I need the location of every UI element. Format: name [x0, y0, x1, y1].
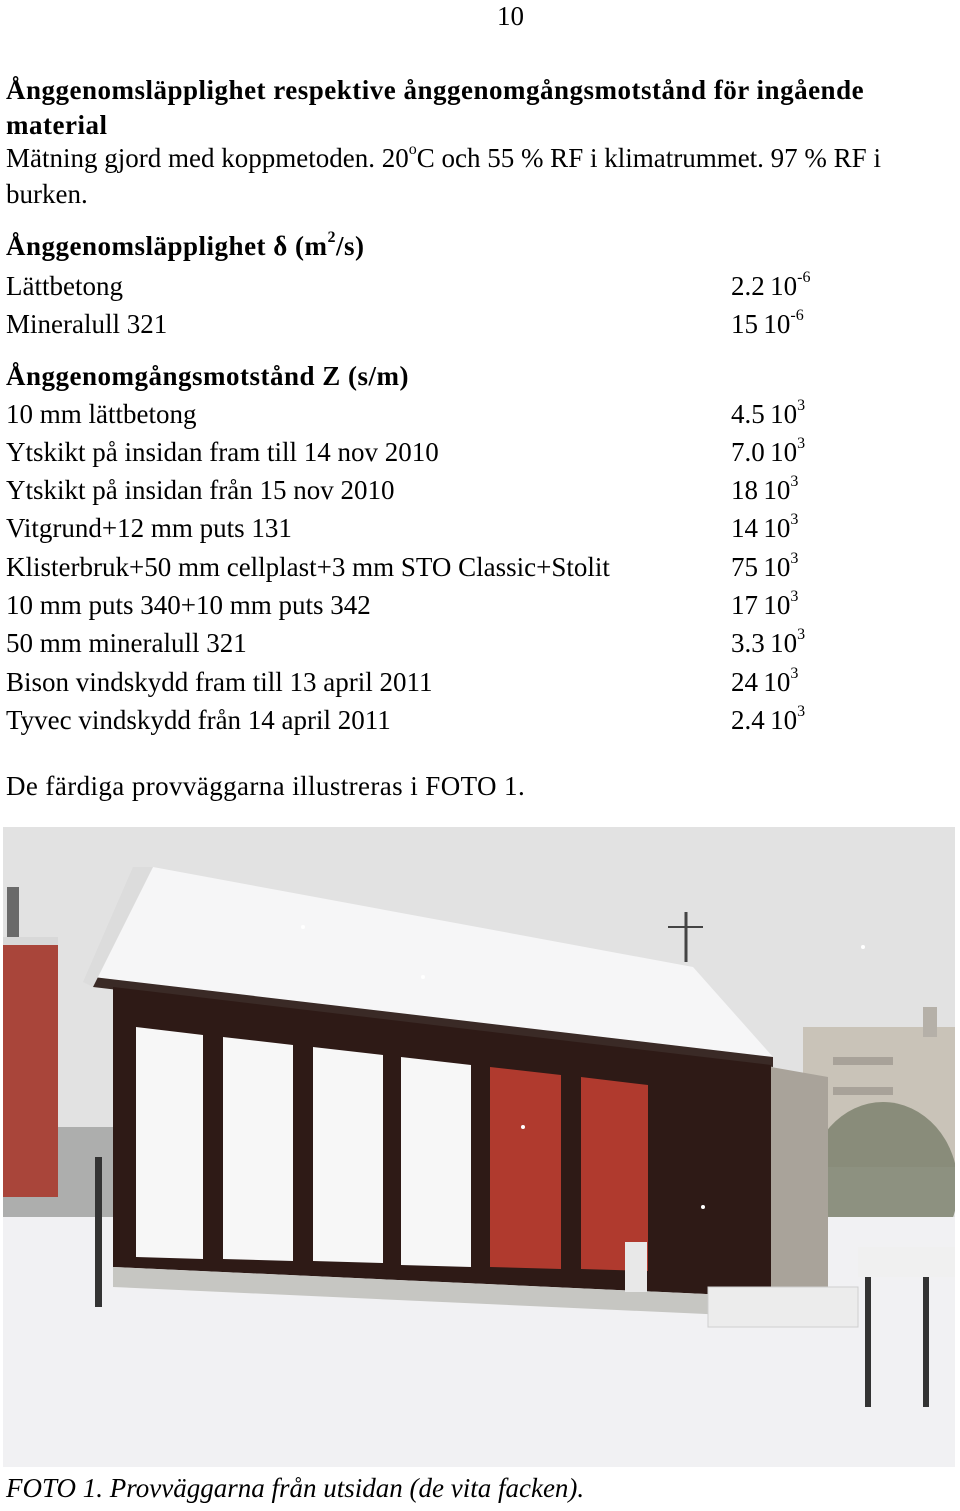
resistance-row-value: 17 $10^3$	[731, 588, 799, 620]
permeability-row-value: 15 $10^{-6}$	[731, 307, 804, 339]
resistance-row-label: Ytskikt på insidan fram till 14 nov 2010	[6, 437, 439, 467]
resistance-title: Ånggenomgångsmotstånd Z (s/m)	[6, 361, 410, 391]
resistance-row-value: 24 $10^3$	[731, 665, 799, 697]
intro-line1: Mätning gjord med koppmetoden. 20$^o$C och 55 % RF i klimatrummet. 97 % RF i	[6, 141, 881, 173]
closing-sentence: De färdiga provväggarna illustreras i FOTO 1.	[6, 771, 526, 801]
resistance-row-value: 14 $10^3$	[731, 511, 799, 543]
intro-line2: burken.	[6, 179, 88, 209]
section-heading-line2: material	[6, 110, 108, 140]
resistance-row-label: Ytskikt på insidan från 15 nov 2010	[6, 475, 395, 505]
resistance-row-value: 7.0 $10^3$	[731, 435, 806, 467]
resistance-row-label: Tyvec vindskydd från 14 april 2011	[6, 705, 391, 735]
page-number: 10	[497, 1, 524, 31]
resistance-row-label: Klisterbruk+50 mm cellplast+3 mm STO Classic+Stolit	[6, 552, 610, 582]
resistance-row-value: 2.4 $10^3$	[731, 703, 806, 735]
resistance-row-value: 3.3 $10^3$	[731, 626, 806, 658]
resistance-row-label: Bison vindskydd fram till 13 april 2011	[6, 667, 433, 697]
resistance-row-label: 50 mm mineralull 321	[6, 628, 247, 658]
permeability-row-label: Lättbetong	[6, 271, 123, 301]
photo-caption: FOTO 1. Provväggarna från utsidan (de vita facken).	[6, 1473, 585, 1503]
permeability-row-label: Mineralull 321	[6, 309, 168, 339]
resistance-row-value: 75 $10^3$	[731, 550, 799, 582]
resistance-row-label: 10 mm puts 340+10 mm puts 342	[6, 590, 371, 620]
resistance-row-label: Vitgrund+12 mm puts 131	[6, 513, 292, 543]
permeability-row-value: 2.2 $10^{-6}$	[731, 269, 811, 301]
resistance-row-label: 10 mm lättbetong	[6, 399, 197, 429]
resistance-row-value: 18 $10^3$	[731, 473, 799, 505]
test-walls-photo	[3, 827, 955, 1467]
resistance-row-value: 4.5 $10^3$	[731, 397, 806, 429]
section-heading-line1: Ånggenomsläpplighet respektive ånggenomgångsmotstånd för ingående	[6, 75, 865, 105]
permeability-title: Ånggenomsläpplighet δ $(m^2/s)$	[6, 229, 365, 261]
